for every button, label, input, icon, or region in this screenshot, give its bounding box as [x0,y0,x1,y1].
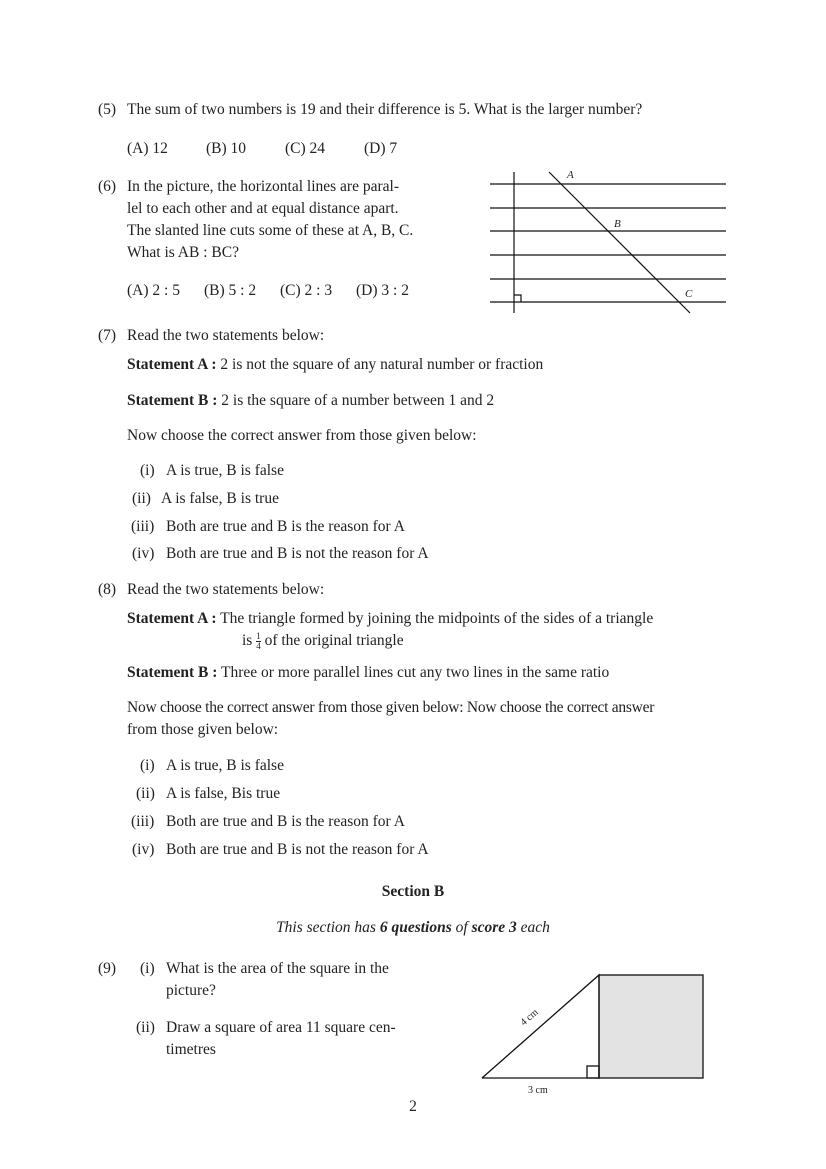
text: each [520,919,550,936]
label-hypotenuse: 4 cm [518,1007,541,1029]
label-c: C [685,288,693,300]
text: score 3 [471,919,517,936]
triangle-square-figure [482,975,703,1078]
q6-line: The slanted line cuts some of these at A, B, C. [127,222,414,239]
statement-b-label: Statement B : [127,392,218,409]
statement-a-text: The triangle formed by joining the midpoints of the sides of a triangle [220,610,654,627]
q6-number: (6) [98,178,117,195]
q6-line: What is AB : BC? [127,244,239,261]
q6-option-b: (B) 5 : 2 [204,282,257,299]
q9-i-num: (i) [140,960,155,977]
q8-choice: Both are true and B is the reason for A [166,813,405,830]
q7-number: (7) [98,327,117,344]
q5-option-a: (A) 12 [127,140,168,157]
label-a: A [567,169,574,181]
label-b: B [614,218,621,230]
q6-option-d: (D) 3 : 2 [356,282,409,299]
q8-choice: A is false, Bis true [166,785,281,802]
fraction-one-quarter [256,632,261,651]
q9-ii-num: (ii) [136,1019,155,1036]
q8-intro: Read the two statements below: [127,581,325,598]
q8-choice-num: (ii) [136,785,155,802]
q7-statement-a [127,355,543,375]
q8-number: (8) [98,581,117,598]
q6-option-a: (A) 2 : 5 [127,282,180,299]
q7-choice: A is false, B is true [161,490,279,507]
text: is [242,632,253,649]
statement-b-text: Three or more parallel lines cut any two lines in the same ratio [221,664,610,681]
section-subtitle [0,918,826,938]
text: This section has [276,919,376,936]
statement-b-text: 2 is the square of a number between 1 and 2 [221,392,495,409]
q5-option-b: (B) 10 [206,140,247,157]
q8-choice: A is true, B is false [166,757,284,774]
q8-choice: Both are true and B is not the reason for A [166,841,429,858]
q7-choice: Both are true and B is not the reason for A [166,545,429,562]
q8-choose: Now choose the correct answer from those given below: Now choose the correct answer [127,699,655,716]
q8-choice-num: (i) [140,757,155,774]
text: 6 questions [379,919,452,936]
q7-choice: Both are true and B is the reason for A [166,518,405,535]
q7-intro: Read the two statements below: [127,327,325,344]
q6-option-c: (C) 2 : 3 [280,282,333,299]
q8-choose-line2: from those given below: [127,721,279,738]
q7-choose: Now choose the correct answer from those given below: [127,427,477,444]
q9-ii-text: Draw a square of area 11 square cen- [166,1019,396,1036]
q7-choice-num: (iii) [131,518,155,535]
q8-statement-b [127,663,609,683]
q9-i-text2: picture? [166,982,216,999]
q5-text: The sum of two numbers is 19 and their difference is 5. What is the larger number? [127,101,643,118]
numerator: 1 [256,630,261,641]
q6-line: lel to each other and at equal distance apart. [127,200,399,217]
denominator: 4 [256,640,261,651]
statement-a-label: Statement A : [127,356,217,373]
text: of [455,919,468,936]
statement-a-text: 2 is not the square of any natural number or fraction [220,356,544,373]
section-title: Section B [381,883,445,900]
page-number: 2 [409,1098,417,1115]
label-base: 3 cm [528,1085,548,1096]
q5-option-d: (D) 7 [364,140,398,157]
q7-statement-b [127,391,494,411]
q8-choice-num: (iv) [132,841,155,858]
q7-choice-num: (iv) [132,545,155,562]
q8-choice-num: (iii) [131,813,155,830]
q8-statement-a [127,609,653,629]
text: of the original triangle [264,632,404,649]
q6-line: In the picture, the horizontal lines are paral- [127,178,399,195]
q7-choice: A is true, B is false [166,462,284,479]
q9-i-text: What is the area of the square in the [166,960,389,977]
q5-number: (5) [98,101,117,118]
q9-ii-text2: timetres [166,1041,216,1058]
q5-option-c: (C) 24 [285,140,326,157]
q7-choice-num: (i) [140,462,155,479]
q9-number: (9) [98,960,117,977]
q8-statement-a-line2 [242,631,404,651]
statement-a-label: Statement A : [127,610,217,627]
statement-b-label: Statement B : [127,664,218,681]
q7-choice-num: (ii) [132,490,151,507]
